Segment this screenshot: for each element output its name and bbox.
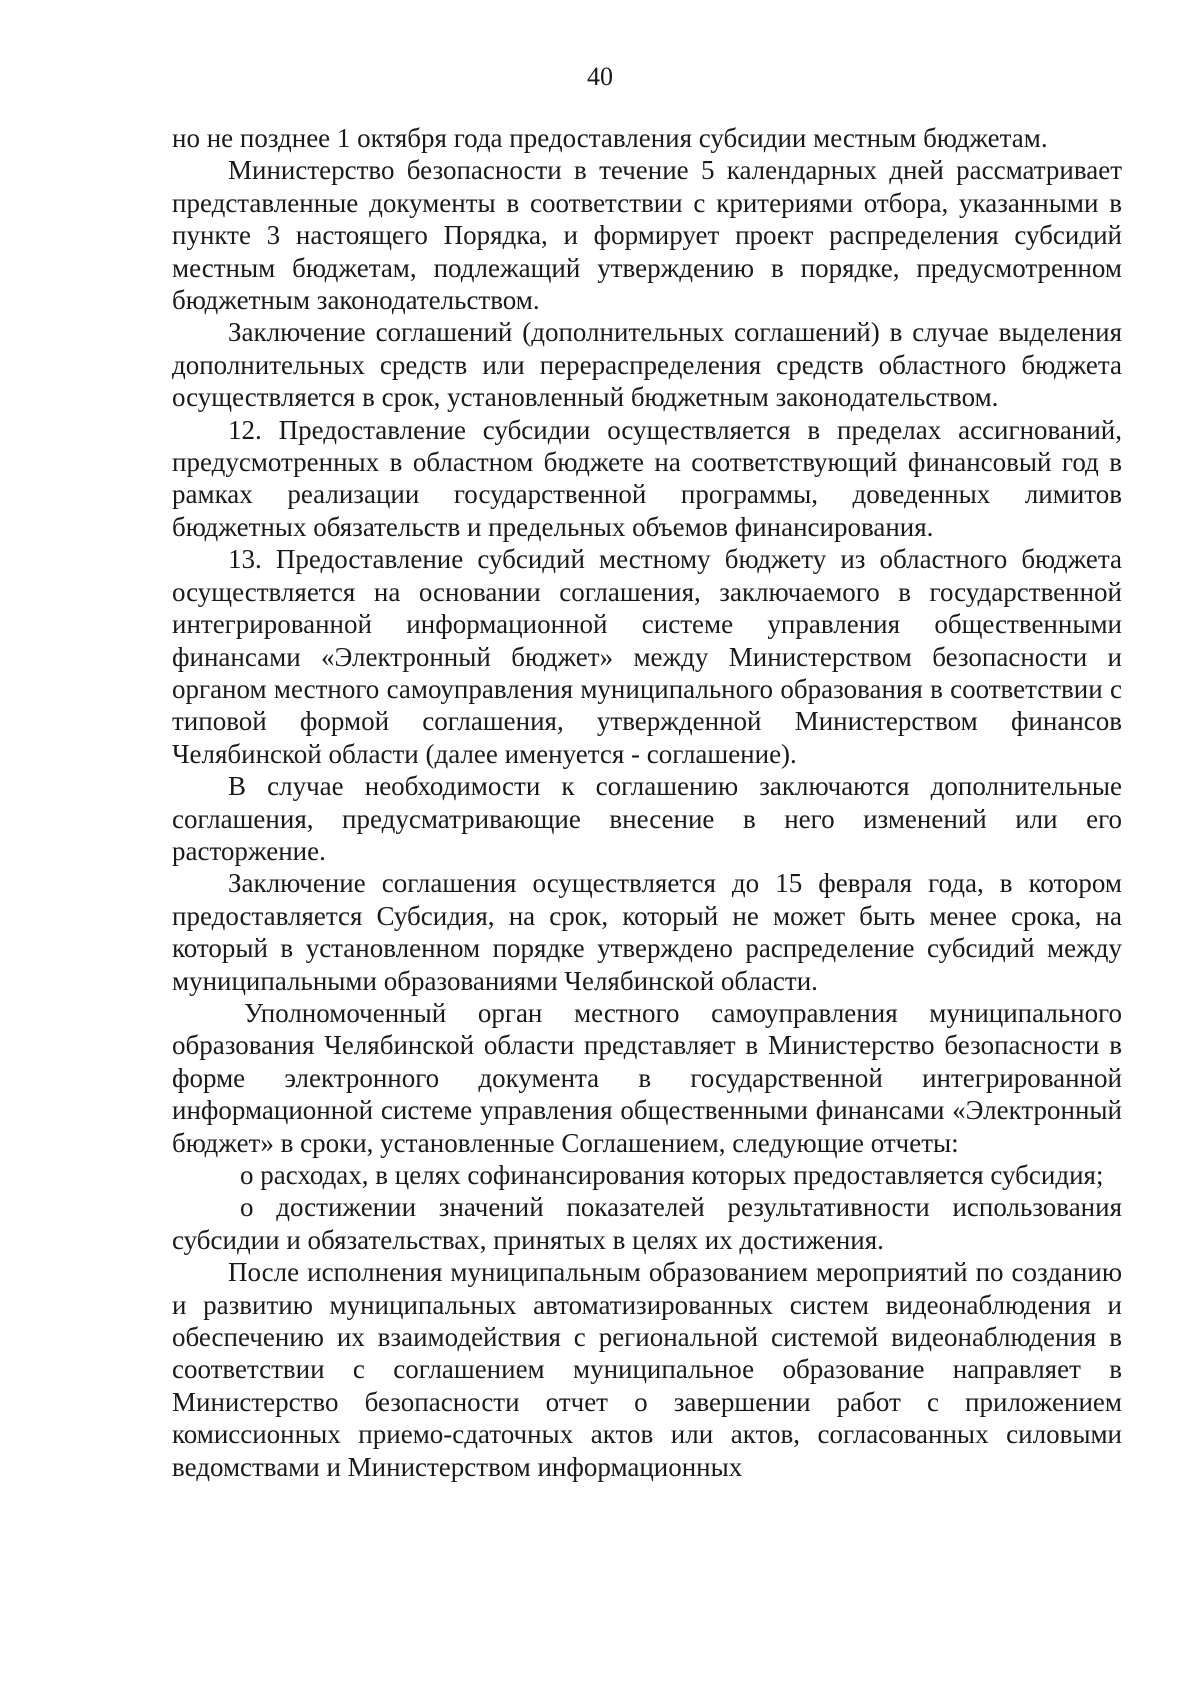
- list-item-expenses-report: о расходах, в целях софинансирования которых предоставляется субсидия;: [240, 1160, 1104, 1190]
- paragraph-continuation: но не позднее 1 октября года предоставления субсидии местным бюджетам.: [172, 123, 1048, 153]
- page-number: 40: [587, 62, 613, 91]
- paragraph-ministry-review: Министерство безопасности в течение 5 календарных дней рассматривает представленные документы в соответствии с критериями отбора, указанными в пункте 3 настоящего Порядка, и формирует проект распределения субсидий местным бюджетам, подлежащий утверждению в порядке, предусмотренном бюджетным законодательством.: [172, 155, 1122, 316]
- paragraph-clause-13: 13. Предоставление субсидий местному бюджету из областного бюджета осуществляется на основании соглашения, заключаемого в государственной интегрированной информационной системе управления общественными финансами «Электронный бюджет» между Министерством безопасности и органом местного самоуправления муниципального образования в соответствии с типовой формой соглашения, утвержденной Министерством финансов Челябинской области (далее именуется - соглашение).: [172, 544, 1122, 769]
- paragraph-reports: Уполномоченный орган местного самоуправления муниципального образования Челябинской области представляет в Министерство безопасности в форме электронного документа в государственной интегрированной информационной системе управления общественными финансами «Электронный бюджет» в сроки, установленные Соглашением, следующие отчеты:: [172, 997, 1122, 1158]
- paragraph-clause-12: 12. Предоставление субсидии осуществляется в пределах ассигнований, предусмотренных в областном бюджете на соответствующий финансовый год в рамках реализации государственной программы, доведенных лимитов бюджетных обязательств и предельных объемов финансирования.: [172, 414, 1122, 542]
- list-item-indicators-report: о достижении значений показателей результативности использования субсидии и обязательствах, принятых в целях их достижения.: [172, 1192, 1122, 1255]
- paragraph-completion-report: После исполнения муниципальным образованием мероприятий по созданию и развитию муниципальных автоматизированных систем видеонаблюдения и обеспечению их взаимодействия с региональной системой видеонаблюдения в соответствии с соглашением муниципальное образование направляет в Министерство безопасности отчет о завершении работ с приложением комиссионных приемо-сдаточных актов или актов, согласованных силовыми ведомствами и Министерством информационных: [172, 1257, 1122, 1482]
- document-body: [172, 122, 1122, 1483]
- paragraph-agreements: Заключение соглашений (дополнительных соглашений) в случае выделения дополнительных средств или перераспределения средств областного бюджета осуществляется в срок, установленный бюджетным законодательством.: [172, 317, 1122, 413]
- paragraph-agreement-deadline: Заключение соглашения осуществляется до 15 февраля года, в котором предоставляется Субсидия, на срок, который не может быть менее срока, на который в установленном порядке утверждено распределение субсидий между муниципальными образованиями Челябинской области.: [172, 868, 1122, 996]
- paragraph-additional-agreements: В случае необходимости к соглашению заключаются дополнительные соглашения, предусматривающие внесение в него изменений или его расторжение.: [172, 771, 1122, 866]
